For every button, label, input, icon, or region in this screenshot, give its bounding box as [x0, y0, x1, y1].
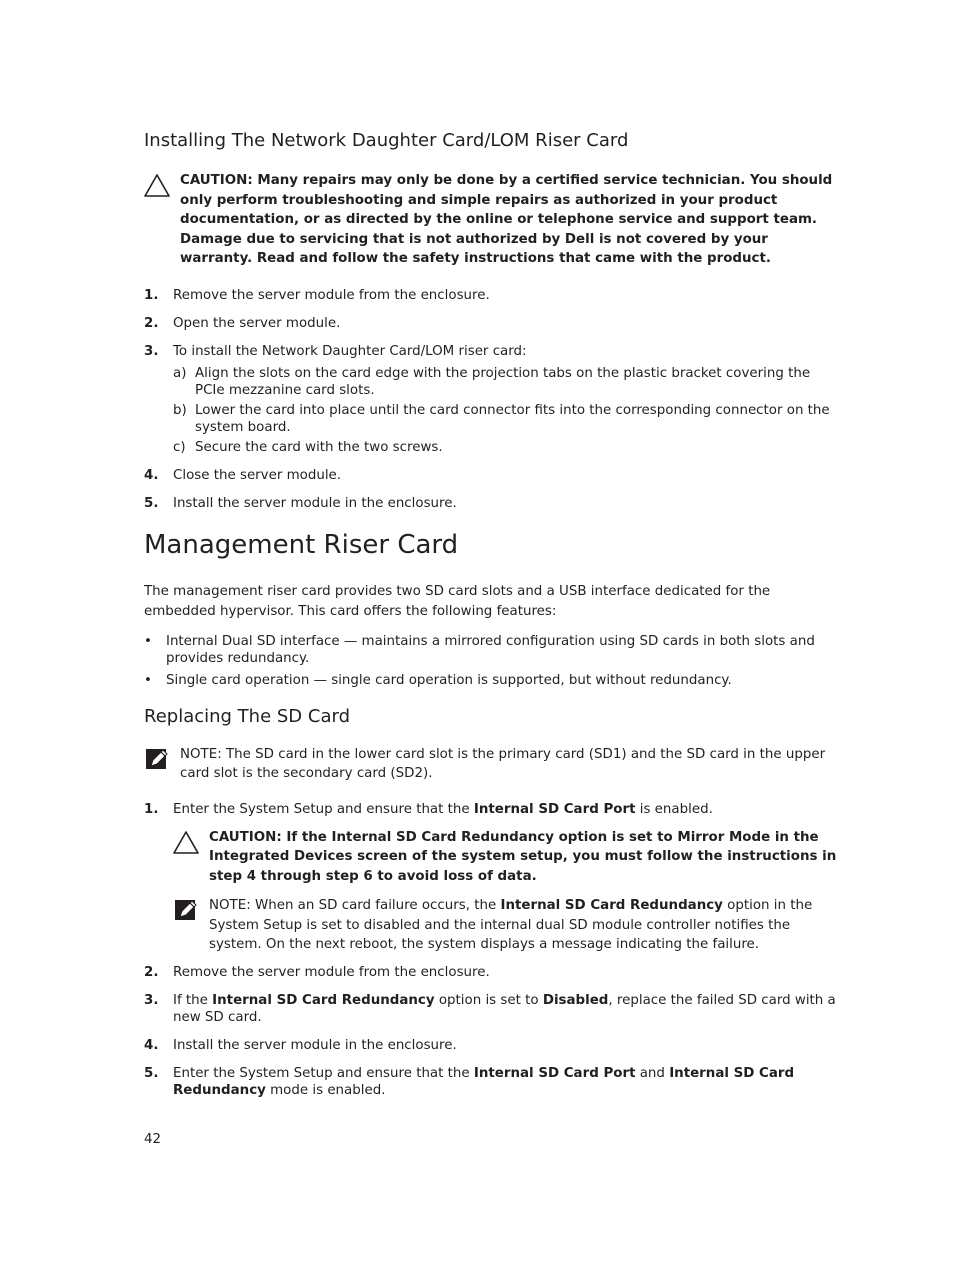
step-item	[144, 287, 838, 304]
pencil-note-icon	[144, 747, 170, 773]
caution-triangle-icon	[173, 830, 199, 856]
list-item-text: Internal Dual SD interface — maintains a mirrored configuration using SD cards in both slots and provides redundancy.	[166, 634, 815, 666]
note-text: The SD card in the lower card slot is the primary card (SD1) and the SD card in the upper card slot is the secondary card (SD2).	[180, 746, 826, 781]
step-text-bold: Internal SD Card Port	[473, 801, 636, 817]
step-text: Install the server module in the enclosure.	[173, 496, 457, 511]
step-text-mid: and	[635, 1065, 670, 1081]
substep-text: Lower the card into place until the card connector fits into the corresponding connector on the system board.	[195, 402, 830, 435]
caution-text: CAUTION: Many repairs may only be done by a certified service technician. You should only perform troubleshooting and simple repairs as authorized in your product documentation, or as directed by the online or telephone service and support team. Damage due to servicing that is not authorized by Dell is not covered by your warranty. Read and follow the safety instructions that came with the product.	[180, 173, 833, 266]
step-text: Open the server module.	[173, 315, 341, 331]
step-text-post: mode is enabled.	[265, 1082, 386, 1098]
step-item	[144, 1037, 838, 1054]
step-number: 3.	[144, 992, 159, 1008]
list-item	[144, 634, 838, 667]
substep-item	[173, 402, 838, 437]
note-text-pre: When an SD card failure occurs, the	[250, 898, 501, 913]
substep-letter: a)	[173, 365, 187, 381]
substeps	[173, 365, 838, 457]
bullet-icon: •	[144, 634, 152, 649]
step-text-bold: Disabled	[542, 992, 609, 1008]
step-text-post: is enabled.	[635, 801, 713, 817]
intro-paragraph: The management riser card provides two SD card slots and a USB interface dedicated for the embedded hypervisor. This card offers the following features:	[144, 584, 771, 619]
step-number: 1.	[144, 287, 159, 303]
note-notice	[144, 745, 838, 784]
step-text: Remove the server module from the enclosure.	[173, 287, 490, 303]
step-text-mid: option is set to	[434, 992, 543, 1008]
step-item	[144, 801, 838, 955]
list-item-text: Single card operation — single card operation is supported, but without redundancy.	[166, 673, 732, 688]
substep-letter: c)	[173, 439, 186, 455]
step-text: To install the Network Daughter Card/LOM riser card:	[173, 343, 527, 359]
step-number: 5.	[144, 1065, 159, 1081]
step-text-post: , replace the failed SD card with a new SD card.	[173, 992, 836, 1025]
note-label: NOTE:	[209, 898, 251, 913]
step-text-pre: Enter the System Setup and ensure that the	[173, 1065, 474, 1081]
note-label: NOTE:	[180, 746, 222, 762]
feature-list	[144, 634, 838, 690]
step-item	[144, 315, 838, 332]
step-text: Install the server module in the enclosure.	[173, 1037, 457, 1053]
replace-steps	[144, 801, 838, 1099]
note-text-block	[209, 896, 838, 955]
substep-text: Align the slots on the card edge with the projection tabs on the plastic bracket covering the PCIe mezzanine card slots.	[195, 365, 811, 398]
step-number: 4.	[144, 468, 159, 483]
step-number: 5.	[144, 496, 159, 511]
document-page	[144, 130, 838, 1099]
install-steps	[144, 287, 838, 513]
step-item	[144, 992, 838, 1026]
note-text-block	[180, 745, 838, 784]
section-title-install-ndc: Installing The Network Daughter Card/LOM Riser Card	[144, 130, 629, 151]
pencil-note-icon	[173, 898, 199, 924]
step-text: Close the server module.	[173, 468, 342, 483]
section-title-replacing-sd: Replacing The SD Card	[144, 705, 350, 727]
caution-notice	[173, 828, 838, 887]
substep-item	[173, 365, 838, 400]
page-number: 42	[144, 1132, 162, 1147]
bullet-icon: •	[144, 673, 152, 688]
substep-letter: b)	[173, 402, 187, 418]
step-text-pre: If the	[173, 992, 213, 1008]
step-item	[144, 1065, 838, 1099]
step-text-pre: Enter the System Setup and ensure that the	[173, 801, 474, 817]
step-number: 2.	[144, 315, 159, 331]
caution-text: CAUTION: If the Internal SD Card Redundancy option is set to Mirror Mode in the Integrated Devices screen of the system setup, you must follow the instructions in step 4 through step 6 to avoid loss of data.	[209, 829, 837, 884]
note-notice	[173, 896, 838, 955]
step-text: Remove the server module from the enclosure.	[173, 964, 490, 980]
section-title-management-riser: Management Riser Card	[144, 530, 459, 560]
step-text-bold: Internal SD Card Port	[473, 1065, 636, 1081]
step-item	[144, 343, 838, 457]
list-item	[144, 673, 838, 690]
step-item	[144, 495, 838, 512]
step-text-bold: Internal SD Card Redundancy	[212, 992, 435, 1008]
substep-item	[173, 439, 838, 457]
step-text-bold: Internal SD Card Redundancy	[173, 1065, 795, 1098]
caution-triangle-icon	[144, 173, 170, 199]
step-number: 1.	[144, 801, 159, 817]
substep-text: Secure the card with the two screws.	[195, 439, 443, 455]
step-number: 3.	[144, 343, 159, 359]
note-text-post: option in the System Setup is set to disabled and the internal dual SD module controller notifies the system. On the next reboot, the system displays a message indicating the failure.	[209, 898, 813, 952]
step-item	[144, 964, 838, 981]
note-text-bold: Internal SD Card Redundancy	[500, 898, 723, 913]
step-number: 2.	[144, 964, 159, 980]
caution-notice	[144, 171, 838, 269]
step-item	[144, 467, 838, 484]
step-number: 4.	[144, 1037, 159, 1053]
